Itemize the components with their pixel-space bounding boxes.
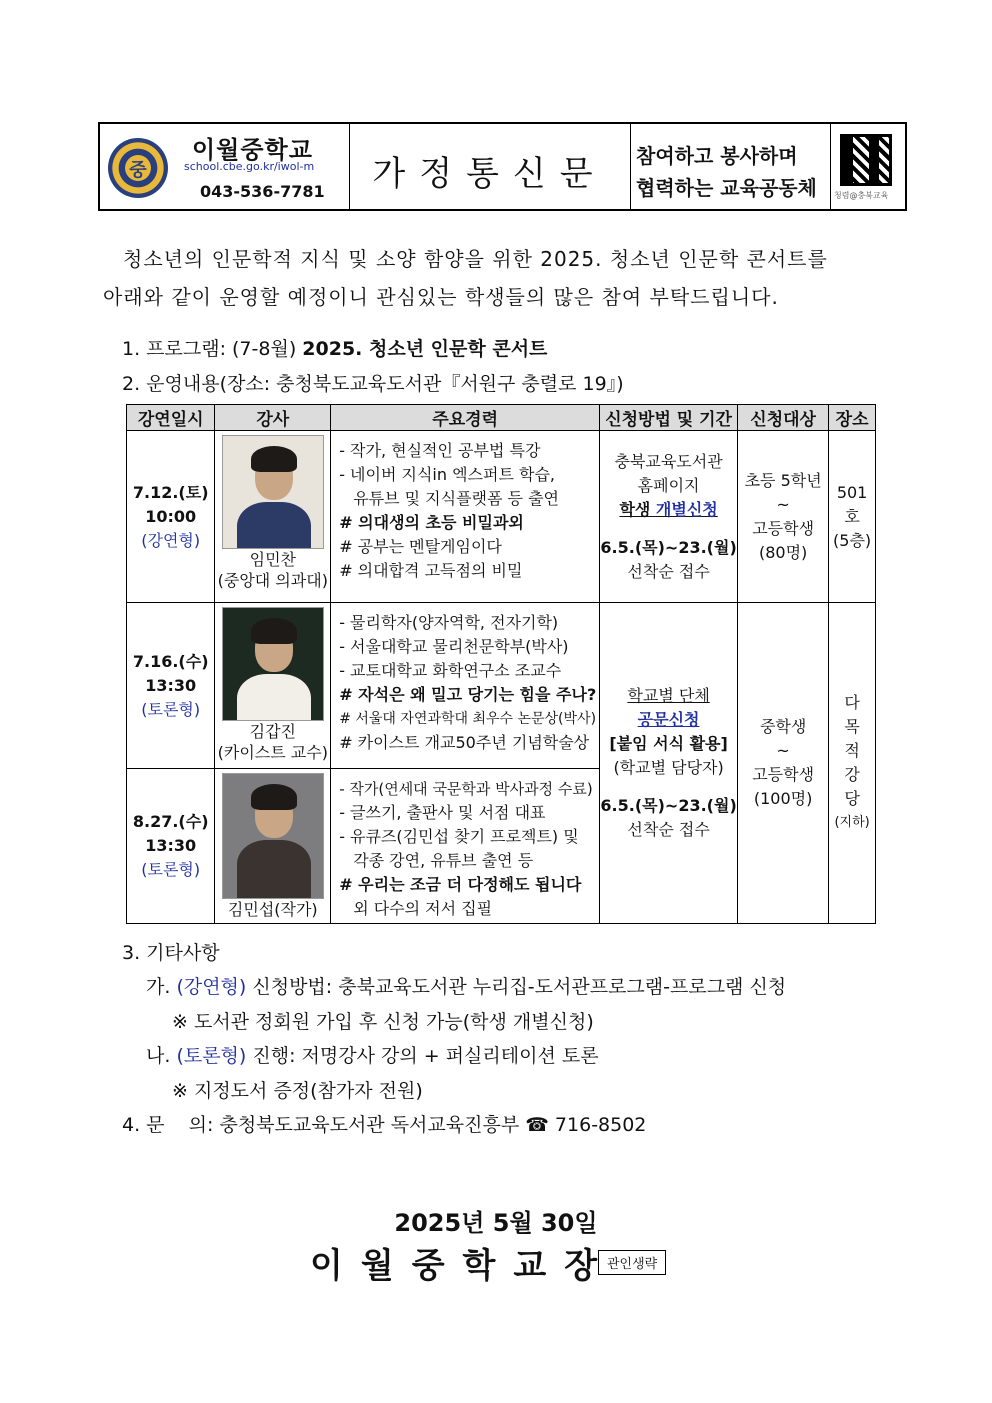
document-title: 가정통신문 xyxy=(372,154,607,194)
school-seal-icon: 중 xyxy=(108,138,168,198)
target-audience: 중학생 ~ 고등학생 (100명) xyxy=(738,603,829,924)
schedule-table xyxy=(126,404,876,924)
speaker-photo xyxy=(222,773,324,899)
program-line: 1. 프로그램: (7-8월) 2025. 청소년 인문학 콘서트 xyxy=(122,338,548,360)
qr-cell xyxy=(830,124,905,209)
table-header-row xyxy=(127,405,876,431)
title-cell xyxy=(349,124,631,209)
etc-item-na: 나. (토론형) 진행: 저명강사 강의 + 퍼실리테이션 토론 xyxy=(146,1045,599,1067)
apply-method: 학교별 단체 공문신청 [붙임 서식 활용] (학교별 담당자) 6.5.(목)~23.(월) 선착순 접수 xyxy=(600,603,738,924)
etc-note-ga: ※ 도서관 정회원 가입 후 신청 가능(학생 개별신청) xyxy=(172,1011,594,1033)
career-list: - 작가(연세대 국문학과 박사과정 수료) - 글쓰기, 출판사 및 서점 대표 - 유큐즈(김민섭 찾기 프로젝트) 및 각종 강연, 유튜브 출연 등 # 우리는 조금 더 다정해도 됩니다 외 다수의 저서 집필 xyxy=(331,769,600,924)
operation-line: 2. 운영내용(장소: 충청북도교육도서관『서원구 충렬로 19』) xyxy=(122,373,624,395)
speaker-cell xyxy=(215,769,331,924)
motto-cell xyxy=(630,124,831,209)
etc-title: 3. 기타사항 xyxy=(122,942,220,964)
speaker-affiliation: (카이스트 교수) xyxy=(217,743,328,762)
speaker-photo xyxy=(222,435,324,549)
speaker-name: 김민섭(작가) xyxy=(227,900,318,919)
etc-item-ga: 가. (강연형) 신청방법: 충북교육도서관 누리집-도서관프로그램-프로그램 신청 xyxy=(146,976,787,998)
speaker-name: 임민찬 xyxy=(249,550,296,569)
school-motto: 참여하고 봉사하며 협력하는 교육공동체 xyxy=(636,144,817,200)
intro-line-2: 아래와 같이 운영할 예정이니 관심있는 학생들의 많은 참여 부탁드립니다. xyxy=(103,285,779,309)
issue-date: 2025년 5월 30일 xyxy=(394,1209,598,1237)
principal-signature: 이월중학교장 xyxy=(310,1246,616,1286)
qr-code-icon[interactable] xyxy=(840,134,892,186)
school-phone: 043-536-7781 xyxy=(200,182,325,201)
school-url[interactable]: school.cbe.go.kr/iwol-m xyxy=(184,160,315,173)
apply-method: 충북교육도서관 홈페이지 학생 개별신청 6.5.(목)~23.(월) 선착순 접수 xyxy=(600,431,738,603)
contact-line: 4. 문 의: 충청북도교육도서관 독서교육진흥부 ☎ 716-8502 xyxy=(122,1114,647,1136)
target-audience: 초등 5학년 ~ 고등학생 (80명) xyxy=(738,431,829,603)
venue: 501 호 (5층) xyxy=(829,431,876,603)
school-name: 이월중학교 xyxy=(192,136,313,164)
etc-note-na: ※ 지정도서 증정(참가자 전원) xyxy=(172,1080,423,1102)
school-info xyxy=(100,124,350,209)
intro-line-1: 청소년의 인문학적 지식 및 소양 함양을 위한 2025. 청소년 인문학 콘서트를 xyxy=(123,247,828,271)
table-row xyxy=(127,431,876,603)
session-date: 7.16.(수) 13:30 (토론형) xyxy=(127,603,215,769)
speaker-name: 김갑진 xyxy=(249,722,296,741)
letter-header xyxy=(98,122,907,211)
session-date: 8.27.(수) 13:30 (토론형) xyxy=(127,769,215,924)
speaker-cell xyxy=(215,431,331,603)
intro-paragraph xyxy=(103,240,893,316)
qr-caption: 청렴@충북교육 xyxy=(834,191,889,200)
header-target: 신청대상 xyxy=(738,405,829,431)
speaker-photo xyxy=(222,607,324,721)
session-date: 7.12.(토) 10:00 (강연형) xyxy=(127,431,215,603)
header-speaker: 강사 xyxy=(215,405,331,431)
speaker-cell xyxy=(215,603,331,769)
seal-omitted-stamp: 관인생략 xyxy=(598,1250,666,1275)
career-list: - 물리학자(양자역학, 전자기학) - 서울대학교 물리천문학부(박사) - 교토대학교 화학연구소 조교수 # 자석은 왜 밀고 당기는 힘을 주나? # 서울대 자연과학대 최우수 논문상(박사) # 카이스트 개교50주년 기념학술상 xyxy=(331,603,600,769)
speaker-affiliation: (중앙대 의과대) xyxy=(217,571,328,590)
header-place: 장소 xyxy=(829,405,876,431)
header-date: 강연일시 xyxy=(127,405,215,431)
header-apply: 신청방법 및 기간 xyxy=(600,405,738,431)
header-career: 주요경력 xyxy=(331,405,600,431)
table-row xyxy=(127,603,876,769)
venue: 다 목 적 강 당 (지하) xyxy=(829,603,876,924)
career-list: - 작가, 현실적인 공부법 특강 - 네이버 지식in 엑스퍼트 학습, 유튜브 및 지식플랫폼 등 출연 # 의대생의 초등 비밀과외 # 공부는 멘탈게임이다 # 의대합격 고득점의 비밀 xyxy=(331,431,600,603)
